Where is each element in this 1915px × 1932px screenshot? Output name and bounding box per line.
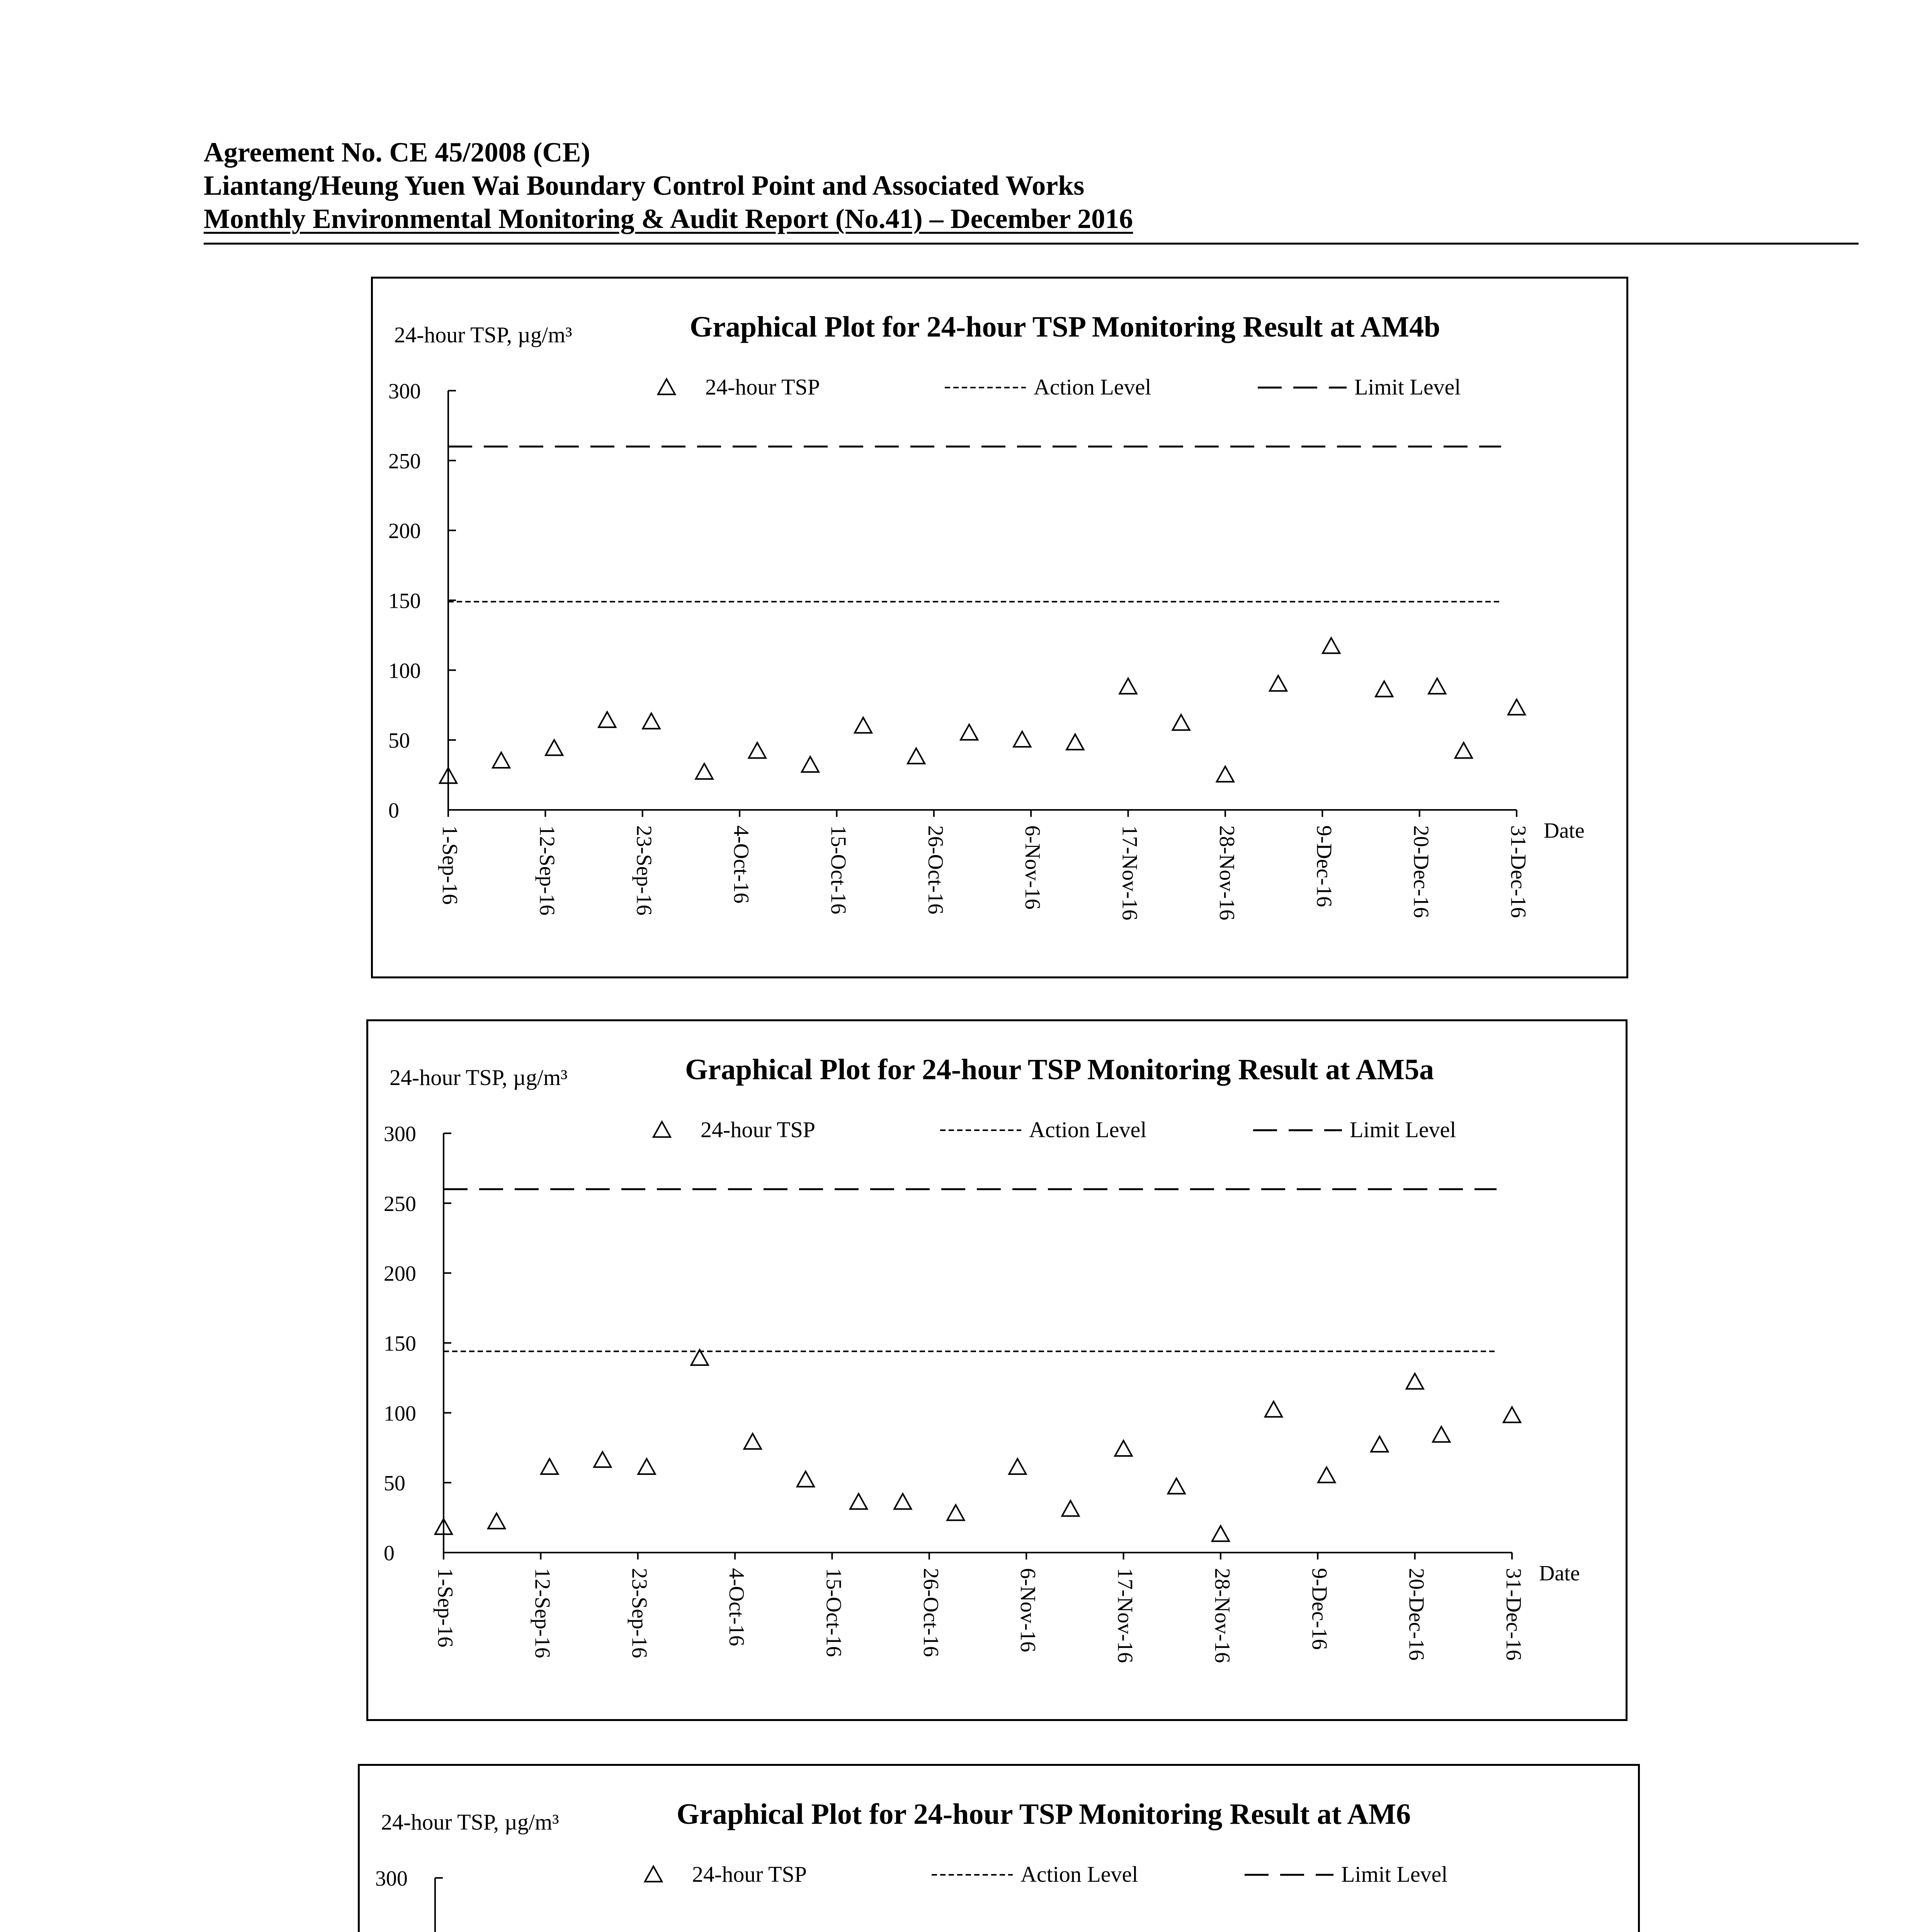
legend-tsp-marker [658, 379, 675, 395]
y-tick-label: 150 [388, 589, 421, 613]
tsp-data-point [1455, 743, 1472, 758]
project-title: Liantang/Heung Yuen Wai Boundary Control Point and Associated Works [204, 170, 1085, 201]
tsp-data-point [1062, 1501, 1079, 1516]
chart-title: Graphical Plot for 24-hour TSP Monitoring Result at AM4b [690, 311, 1441, 343]
legend-tsp-label: 24-hour TSP [701, 1117, 816, 1142]
x-tick-label: 9-Dec-16 [1307, 1568, 1332, 1650]
tsp-data-point [1323, 638, 1340, 653]
legend-action-label: Action Level [1029, 1117, 1147, 1142]
tsp-data-point [744, 1434, 761, 1449]
legend-tsp-marker [645, 1866, 662, 1882]
x-axis-label: Date [1544, 819, 1585, 843]
x-tick-label: 28-Nov-16 [1214, 825, 1239, 920]
chart-title: Graphical Plot for 24-hour TSP Monitoring Result at AM5a [685, 1053, 1434, 1086]
x-tick-label: 17-Nov-16 [1113, 1568, 1137, 1663]
x-tick-label: 17-Nov-16 [1117, 825, 1142, 920]
tsp-data-point [546, 740, 563, 755]
report-title: Monthly Environmental Monitoring & Audit Report (No.41) – December 2016 [204, 203, 1133, 234]
tsp-data-point [1120, 679, 1137, 694]
x-tick-label: 28-Nov-16 [1210, 1568, 1234, 1663]
agreement-number: Agreement No. CE 45/2008 (CE) [204, 137, 590, 168]
x-tick-label: 12-Sep-16 [530, 1568, 554, 1658]
tsp-data-point [947, 1505, 964, 1520]
x-tick-label: 15-Oct-16 [826, 825, 850, 915]
y-tick-label: 200 [384, 1262, 416, 1286]
legend-tsp-label: 24-hour TSP [705, 374, 820, 400]
legend-tsp-marker [653, 1122, 670, 1137]
x-tick-label: 4-Oct-16 [729, 825, 753, 904]
y-tick-label: 50 [384, 1471, 405, 1496]
chart-panel-am4b [371, 277, 1628, 978]
tsp-data-point [599, 712, 616, 728]
tsp-data-point [541, 1459, 558, 1474]
y-tick-label: 300 [384, 1122, 416, 1146]
y-tick-label: 300 [375, 1867, 408, 1891]
x-tick-label: 26-Oct-16 [923, 825, 947, 915]
tsp-data-point [1212, 1526, 1229, 1541]
tsp-data-point [643, 713, 660, 729]
x-tick-label: 31-Dec-16 [1502, 1568, 1526, 1661]
tsp-data-point [850, 1494, 867, 1509]
tsp-data-point [493, 752, 510, 768]
tsp-data-point [594, 1452, 611, 1467]
tsp-data-point [488, 1513, 505, 1529]
x-tick-label: 26-Oct-16 [918, 1568, 943, 1657]
y-tick-label: 100 [388, 659, 421, 683]
tsp-data-point [749, 743, 766, 758]
tsp-data-point [696, 764, 713, 779]
chart-am4b [373, 279, 1629, 978]
x-tick-label: 31-Dec-16 [1506, 825, 1530, 918]
x-tick-label: 23-Sep-16 [632, 825, 656, 916]
tsp-data-point [1406, 1374, 1423, 1389]
x-tick-label: 23-Sep-16 [627, 1568, 651, 1658]
tsp-data-point [1508, 699, 1525, 715]
legend-tsp-label: 24-hour TSP [692, 1862, 807, 1887]
y-axis-label: 24-hour TSP, µg/m³ [394, 322, 572, 347]
tsp-data-point [1014, 731, 1031, 747]
header-rule [204, 243, 1859, 245]
tsp-data-point [1429, 679, 1446, 694]
y-axis-label: 24-hour TSP, µg/m³ [381, 1810, 559, 1835]
x-tick-label: 1-Sep-16 [438, 825, 462, 905]
tsp-data-point [1217, 767, 1234, 782]
legend-action-label: Action Level [1020, 1862, 1138, 1887]
y-axis-label: 24-hour TSP, µg/m³ [389, 1065, 568, 1090]
legend-limit-label: Limit Level [1354, 374, 1461, 400]
tsp-data-point [894, 1494, 911, 1509]
y-tick-label: 0 [388, 799, 399, 823]
tsp-data-point [1270, 676, 1287, 691]
tsp-data-point [961, 724, 978, 740]
chart-title: Graphical Plot for 24-hour TSP Monitoring Result at AM6 [677, 1798, 1411, 1830]
chart-am6 [360, 1766, 1616, 1932]
x-tick-label: 4-Oct-16 [725, 1568, 749, 1646]
legend-limit-label: Limit Level [1341, 1862, 1448, 1887]
x-tick-label: 20-Dec-16 [1404, 1568, 1429, 1661]
tsp-data-point [1265, 1401, 1282, 1417]
tsp-data-point [908, 748, 925, 764]
y-tick-label: 200 [388, 519, 421, 543]
tsp-data-point [1009, 1459, 1026, 1474]
y-tick-label: 100 [384, 1401, 416, 1426]
tsp-data-point [1066, 734, 1083, 750]
x-tick-label: 9-Dec-16 [1312, 825, 1336, 907]
chart-am5a [368, 1021, 1624, 1721]
tsp-data-point [1318, 1467, 1335, 1483]
x-axis-label: Date [1539, 1561, 1580, 1585]
y-tick-label: 250 [388, 449, 421, 473]
chart-panel-am5a [366, 1019, 1628, 1721]
legend-limit-label: Limit Level [1350, 1117, 1456, 1142]
legend-action-label: Action Level [1034, 374, 1151, 400]
tsp-data-point [1503, 1407, 1520, 1423]
x-tick-label: 20-Dec-16 [1409, 825, 1433, 918]
tsp-data-point [1115, 1440, 1132, 1456]
tsp-data-point [1168, 1478, 1185, 1494]
tsp-data-point [691, 1350, 708, 1365]
tsp-data-point [802, 757, 819, 772]
chart-panel-am6 [358, 1764, 1640, 1932]
tsp-data-point [1433, 1427, 1450, 1442]
x-tick-label: 12-Sep-16 [535, 825, 559, 916]
x-tick-label: 1-Sep-16 [433, 1568, 457, 1648]
y-tick-label: 150 [384, 1332, 416, 1356]
y-tick-label: 250 [384, 1192, 416, 1216]
tsp-data-point [638, 1459, 655, 1474]
y-tick-label: 300 [388, 379, 421, 403]
tsp-data-point [1376, 681, 1393, 697]
x-tick-label: 15-Oct-16 [821, 1568, 846, 1657]
x-tick-label: 6-Nov-16 [1020, 825, 1045, 910]
y-tick-label: 0 [384, 1541, 395, 1565]
tsp-data-point [1173, 715, 1190, 730]
x-tick-label: 6-Nov-16 [1016, 1568, 1040, 1652]
tsp-data-point [855, 718, 872, 733]
y-tick-label: 50 [388, 729, 410, 753]
tsp-data-point [1371, 1437, 1388, 1452]
tsp-data-point [797, 1471, 814, 1487]
